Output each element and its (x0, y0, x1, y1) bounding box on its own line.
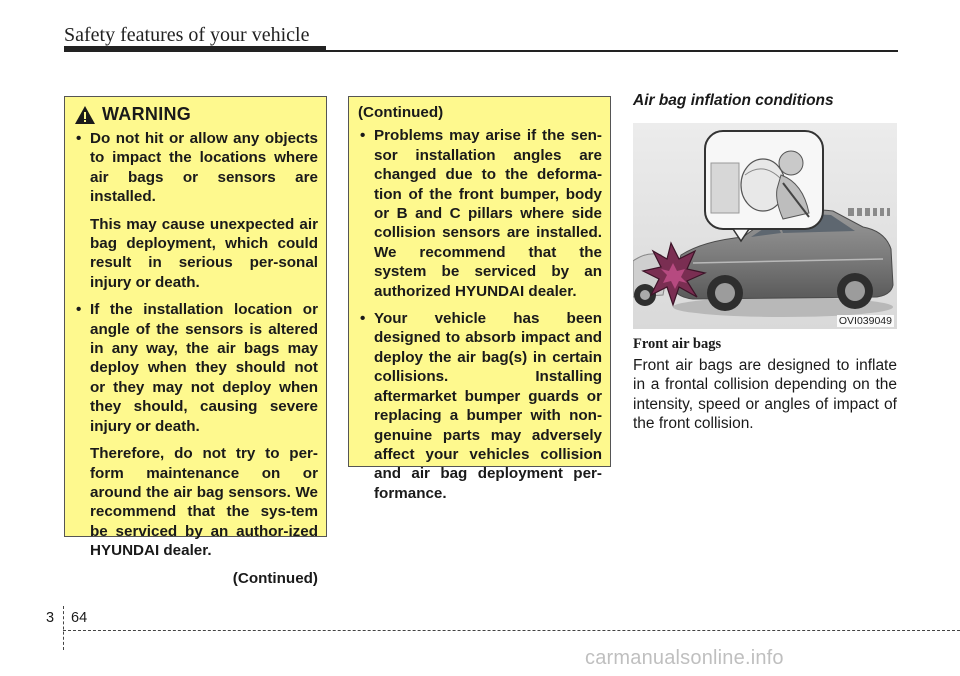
warning-title: WARNING (102, 104, 192, 125)
warning-item (358, 309, 602, 503)
frontal-collision-illustration (633, 123, 897, 329)
continued-warning-box (348, 96, 611, 502)
warning-item (74, 300, 318, 436)
continued-label: (Continued) (358, 104, 444, 121)
collision-illustration-svg (633, 123, 897, 329)
body-paragraph: Front air bags are designed to inflate in a frontal collision depending on the intensity, speed or angles of impact of the front collision. (633, 357, 897, 433)
warning-triangle-icon (74, 105, 96, 125)
warning-item-followup: Therefore, do not try to per-form maintenance on or around the air bag sensors. We recommend that the sys-tem be serviced by an author-ized HYUNDAI dealer. (90, 445, 318, 560)
watermark: carmanualsonline.info (585, 647, 784, 669)
page-header-title: Safety features of your vehicle (64, 24, 310, 46)
warning-box (64, 96, 327, 587)
warning-item (358, 126, 602, 301)
warning-item-text: If the installation location or angle of the sensors is altered in any way, the air bags may deploy when they should not or they may not deploy when they should, causing severe injury or death. (90, 301, 318, 435)
sub-heading: Front air bags (633, 336, 722, 352)
bullet-icon: • (76, 301, 82, 319)
header-rule (64, 50, 898, 52)
bullet-icon: • (360, 127, 366, 145)
bullet-icon: • (360, 310, 366, 328)
section-number: 3 (46, 610, 55, 626)
footer-divider-vertical (63, 606, 64, 650)
footer-divider-horizontal (63, 630, 960, 631)
warning-item (74, 129, 318, 207)
continued-label: (Continued) (232, 569, 318, 587)
warning-item-text: Problems may arise if the sen-sor installation angles are changed due to the deforma-tion of the front bumper, body or B and C pillars where side collision sensors are installed. We recommend that the system be serviced by an authorized HYUNDAI dealer. (374, 127, 602, 300)
warning-header (74, 105, 318, 125)
photo-code-label: OVI039049 (838, 315, 892, 327)
section-heading: Air bag inflation conditions (633, 92, 834, 109)
bullet-icon: • (76, 130, 82, 147)
warning-item-text: Do not hit or allow any objects to impact the locations where air bags or sensors are installed. (90, 130, 318, 206)
warning-item-followup: This may cause unexpected air bag deployment, which could result in serious per-sonal injury or death. (90, 215, 318, 291)
page-number: 64 (71, 610, 88, 626)
warning-item-text: Your vehicle has been designed to absorb impact and deploy the air bag(s) in certain collisions. Installing aftermarket bumper guards or replacing a bumper with non-genuine parts may adversely affect your vehicles collision and air bag deployment per-formance. (374, 310, 602, 502)
